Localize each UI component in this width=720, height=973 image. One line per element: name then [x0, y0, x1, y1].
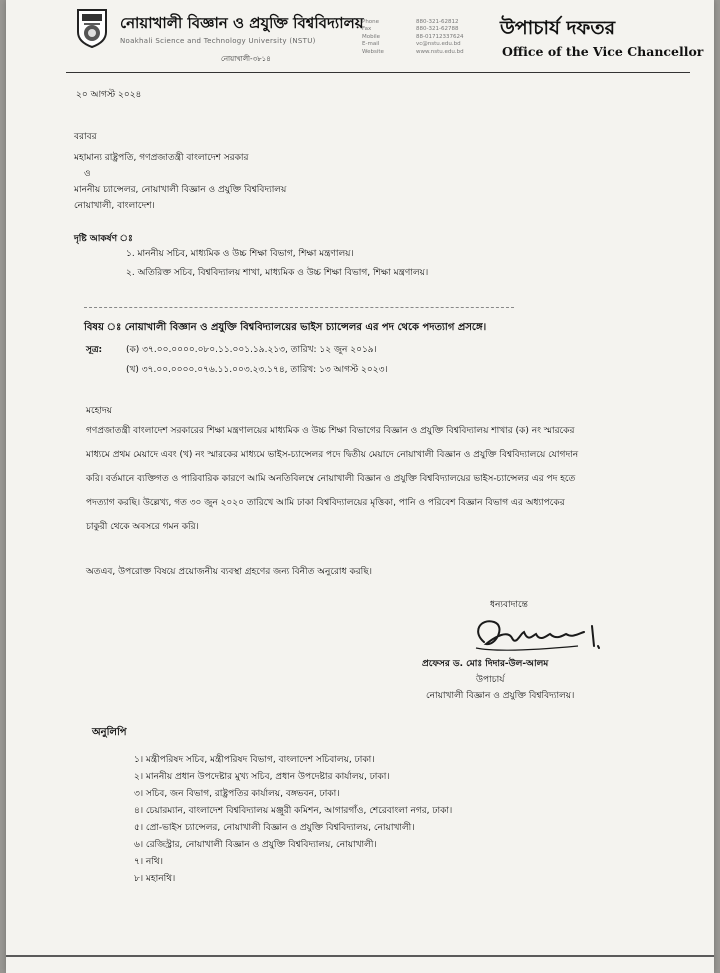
signer-organization: নোয়াখালী বিজ্ঞান ও প্রযুক্তি বিশ্ববিদ্যালয়। [426, 691, 575, 701]
letter-page [6, 0, 714, 973]
subject-line: বিষয় ঃ নোয়াখালী বিজ্ঞান ও প্রযুক্তি বিশ্ববিদ্যালয়ের ভাইস চ্যান্সেলর এর পদ থেকে পদত্যাগ প্রসঙ্গে। [84, 322, 487, 333]
signer-title: উপাচার্য [476, 675, 505, 685]
body-line: চাকুরী থেকে অবসরে গমন করি। [86, 522, 199, 532]
page-bottom-edge [6, 955, 714, 957]
contact-value: 880-321-62812 [416, 19, 459, 25]
recipient-line: মাননীয় চ্যান্সেলর, নোয়াখালী বিজ্ঞান ও প্রযুক্তি বিশ্ববিদ্যালয় [74, 185, 287, 195]
copy-item: ৫। প্রো-ভাইস চ্যান্সেলর, নোয়াখালী বিজ্ঞান ও প্রযুক্তি বিশ্ববিদ্যালয়, নোয়াখালী। [134, 823, 415, 833]
recipient-and: ও [84, 169, 91, 179]
copy-item: ৪। চেয়ারম্যান, বাংলাদেশ বিশ্ববিদ্যালয় মঞ্জুরী কমিশন, আগারগাঁও, শেরেবাংলা নগর, ঢাকা। [134, 806, 453, 816]
contact-label: Phone [362, 19, 380, 25]
contact-value: 88-01712337624 [416, 33, 464, 40]
to-label: বরাবর [74, 132, 97, 142]
signature-icon [466, 612, 606, 656]
body-line: মাধ্যমে প্রথম মেয়াদে এবং (খ) নং স্মারকের মাধ্যমে ভাইস-চ্যান্সেলর পদে দ্বিতীয় মেয়াদে নোয়াখালী বিজ্ঞান ও প্রযুক্তি বিশ্ববিদ্যালয়ে যোগদান [86, 450, 579, 460]
university-location: নোয়াখালী-৩৮১৪ [221, 55, 271, 63]
copy-item: ১। মন্ত্রীপরিষদ সচিব, মন্ত্রীপরিষদ বিভাগ, বাংলাদেশ সচিবালয়, ঢাকা। [134, 755, 375, 765]
contact-label: Fax [362, 26, 372, 33]
body-line: গণপ্রজাতন্ত্রী বাংলাদেশ সরকারের শিক্ষা মন্ত্রণালয়ের মাধ্যমিক ও উচ্চ শিক্ষা বিভাগের বিজ্ঞান ও প্রযুক্তি বিশ্ববিদ্যালয় শাখার (ক) নং স্মারকের [86, 426, 575, 436]
body-line: করি। বর্তমানে ব্যক্তিগত ও পারিবারিক কারণে আমি অনতিবিলম্বে নোয়াখালী বিজ্ঞান ও প্রযুক্তি বিশ্ববিদ্যালয়ের ভাইস-চ্যান্সেলর এর পদ হতে [86, 474, 576, 484]
signer-name: প্রফেসর ড. মোঃ দিদার-উল-আলম [422, 659, 549, 669]
letter-date: ২০ আগস্ট ২০২৪ [76, 90, 142, 100]
university-logo-icon [74, 8, 110, 48]
reference-item: (খ) ৩৭.০০.০০০০.০৭৬.১১.০০৩.২৩.১৭৪, তারিখ: ১৩ আগস্ট ২০২৩। [126, 365, 388, 375]
contact-value: www.nstu.edu.bd [416, 48, 464, 55]
copy-item: ৭। নথি। [134, 857, 163, 867]
copy-item: ৬। রেজিস্ট্রার, নোয়াখালী বিজ্ঞান ও প্রযুক্তি বিশ্ববিদ্যালয়, নোয়াখালী। [134, 840, 377, 850]
copy-item: ২। মাননীয় প্রধান উপদেষ্টার মুখ্য সচিব, প্রধান উপদেষ্টার কার্যালয়, ঢাকা। [134, 772, 390, 782]
attention-item: ১. মাননীয় সচিব, মাধ্যমিক ও উচ্চ শিক্ষা বিভাগ, শিক্ষা মন্ত্রণালয়। [126, 249, 354, 259]
salutation: মহোদয় [86, 406, 112, 416]
university-name-en: Noakhali Science and Technology University (NSTU) [120, 37, 316, 45]
copy-item: ৮। মহানথি। [134, 874, 176, 884]
contact-labels [362, 19, 384, 56]
university-name-bn: নোয়াখালী বিজ্ঞান ও প্রযুক্তি বিশ্ববিদ্যালয় [120, 14, 364, 32]
attention-label: দৃষ্টি আকর্ষণ ঃ [74, 234, 133, 244]
reference-item: (ক) ৩৭.০০.০০০০.০৮০.১১.০০১.১৯.২১৩, তারিখ: ১২ জুন ২০১৯। [126, 345, 377, 355]
contact-label: Website [362, 48, 384, 55]
copies-label: অনুলিপি [92, 727, 127, 738]
letter-body [86, 419, 606, 539]
office-title-bn: উপাচার্য দফতর [500, 17, 616, 39]
copy-item: ৩। সচিব, জন বিভাগ, রাষ্ট্রপতির কার্যালয়, বঙ্গভবন, ঢাকা। [134, 789, 340, 799]
contact-label: E-mail [362, 41, 380, 48]
thanks-text: ধন্যবাদান্তে [490, 600, 528, 610]
closing-request: অতএব, উপরোক্ত বিষয়ে প্রয়োজনীয় ব্যবস্থা গ্রহণের জন্য বিনীত অনুরোধ করছি। [86, 567, 372, 577]
office-title-en: Office of the Vice Chancellor [502, 44, 704, 59]
header-divider [66, 72, 690, 73]
contact-value: 880-321-62788 [416, 26, 459, 33]
reference-label: সূত্র: [86, 345, 103, 355]
attention-item: ২. অতিরিক্ত সচিব, বিশ্ববিদ্যালয় শাখা, মাধ্যমিক ও উচ্চ শিক্ষা বিভাগ, শিক্ষা মন্ত্রণালয়। [126, 268, 429, 278]
body-line: পদত্যাগ করছি। উল্লেখ্য, গত ৩০ জুন ২০২০ তারিখে আমি ঢাকা বিশ্ববিদ্যালয়ের মৃত্তিকা, পানি ও পরিবেশ বিজ্ঞান বিভাগ এর অধ্যাপকের [86, 498, 565, 508]
contact-value: vc@nstu.edu.bd [416, 41, 461, 48]
subject-divider [84, 307, 514, 308]
contact-label: Mobile [362, 33, 381, 40]
recipient-line: নোয়াখালী, বাংলাদেশ। [74, 201, 155, 211]
recipient-line: মহামান্য রাষ্ট্রপতি, গণপ্রজাতন্ত্রী বাংলাদেশ সরকার [74, 153, 249, 163]
contact-values [416, 19, 464, 56]
